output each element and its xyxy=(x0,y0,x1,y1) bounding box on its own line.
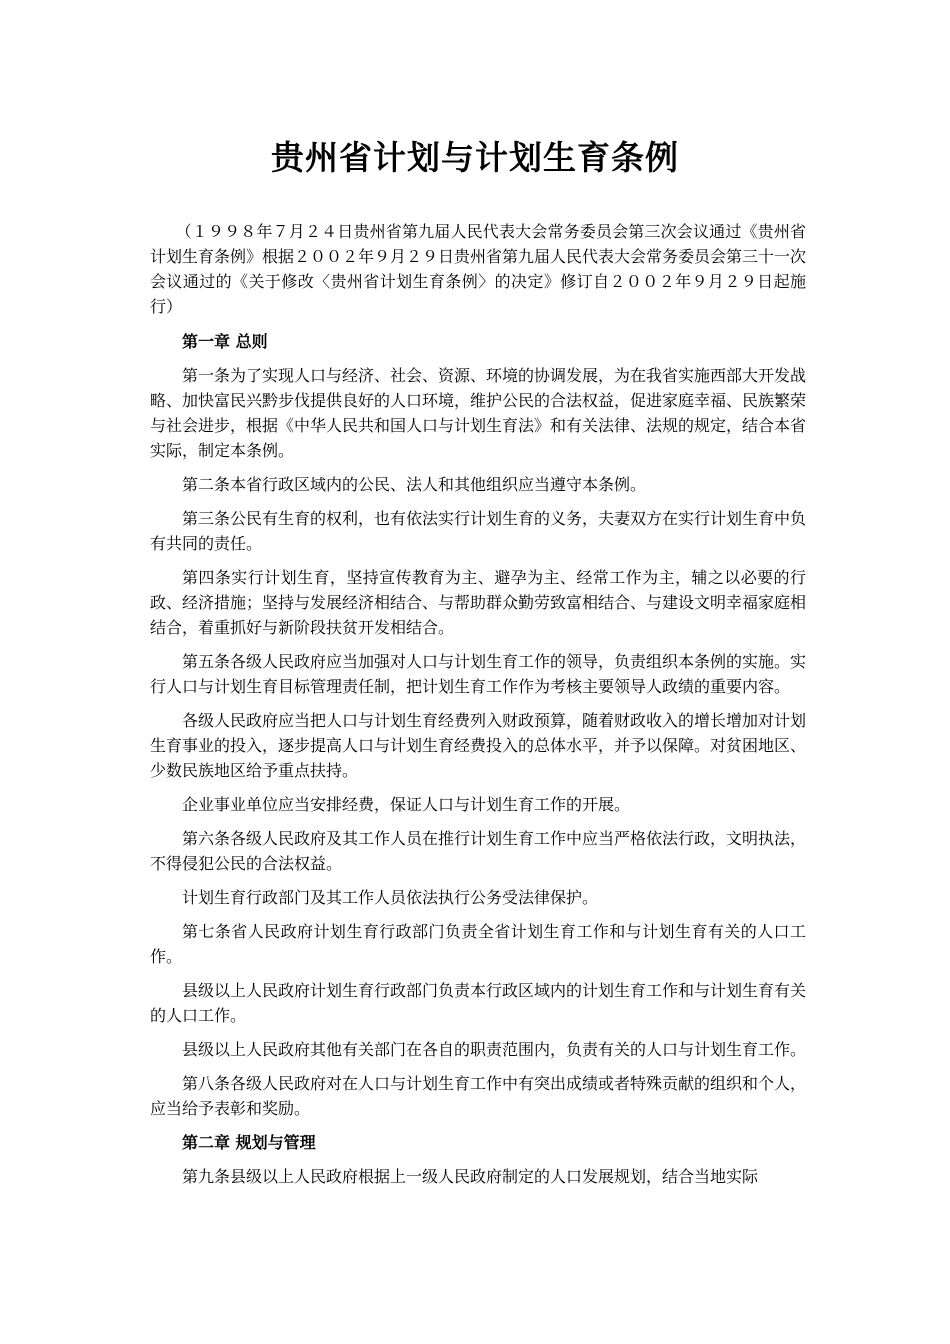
article-paragraph: 企业事业单位应当安排经费，保证人口与计划生育工作的开展。 xyxy=(182,795,631,814)
article-paragraph: 第三条公民有生育的权利，也有依法实行计划生育的义务，夫妻双方在实行计划生育中负有共同的责任。 xyxy=(150,509,807,553)
article-paragraph: 第二条本省行政区域内的公民、法人和其他组织应当遵守本条例。 xyxy=(182,475,647,494)
article-paragraph: 第六条各级人民政府及其工作人员在推行计划生育工作中应当严格依法行政，文明执法，不得侵犯公民的合法权益。 xyxy=(150,829,807,873)
article-paragraph: 第五条各级人民政府应当加强对人口与计划生育工作的领导，负责组织本条例的实施。实行人口与计划生育目标管理责任制，把计划生育工作作为考核主要领导人政绩的重要内容。 xyxy=(150,652,807,696)
article-paragraph: 第一条为了实现人口与经济、社会、资源、环境的协调发展，为在我省实施西部大开发战略、加快富民兴黔步伐提供良好的人口环境，维护公民的合法权益，促进家庭幸福、民族繁荣与社会进步，根据《中华人民共和国人口与计划生育法》和有关法律、法规的规定，结合本省实际，制定本条例。 xyxy=(150,366,807,460)
document-title: 贵州省计划与计划生育条例 xyxy=(271,138,679,177)
article-paragraph: 第九条县级以上人民政府根据上一级人民政府制定的人口发展规划，结合当地实际 xyxy=(182,1167,759,1186)
article-paragraph: 第八条各级人民政府对在人口与计划生育工作中有突出成绩或者特殊贡献的组织和个人，应当给予表彰和奖励。 xyxy=(150,1074,807,1118)
document-body xyxy=(150,219,806,1198)
article-paragraph: 第四条实行计划生育，坚持宣传教育为主、避孕为主、经常工作为主，辅之以必要的行政、经济措施；坚持与发展经济相结合、与帮助群众勤劳致富相结合、与建设文明幸福家庭相结合，着重抓好与新阶段扶贫开发相结合。 xyxy=(150,568,807,637)
chapter-heading: 第一章 总则 xyxy=(182,332,268,351)
article-paragraph: 县级以上人民政府其他有关部门在各自的职责范围内，负责有关的人口与计划生育工作。 xyxy=(182,1040,807,1059)
preface-note: （１９９８年７月２４日贵州省第九届人民代表大会常务委员会第三次会议通过《贵州省计划生育条例》根据２００２年９月２９日贵州省第九届人民代表大会常务委员会第三十一次会议通过的《关于修改〈贵州省计划生育条例〉的决定》修订自２００２年９月２９日起施行） xyxy=(150,222,807,316)
chapter-heading: 第二章 规划与管理 xyxy=(182,1133,316,1152)
article-paragraph: 计划生育行政部门及其工作人员依法执行公务受法律保护。 xyxy=(182,888,599,907)
article-paragraph: 第七条省人民政府计划生育行政部门负责全省计划生育工作和与计划生育有关的人口工作。 xyxy=(150,922,806,966)
article-paragraph: 县级以上人民政府计划生育行政部门负责本行政区域内的计划生育工作和与计划生育有关的人口工作。 xyxy=(150,981,807,1025)
article-paragraph: 各级人民政府应当把人口与计划生育经费列入财政预算，随着财政收入的增长增加对计划生育事业的投入，逐步提高人口与计划生育经费投入的总体水平，并予以保障。对贫困地区、少数民族地区给予重点扶持。 xyxy=(150,711,807,780)
